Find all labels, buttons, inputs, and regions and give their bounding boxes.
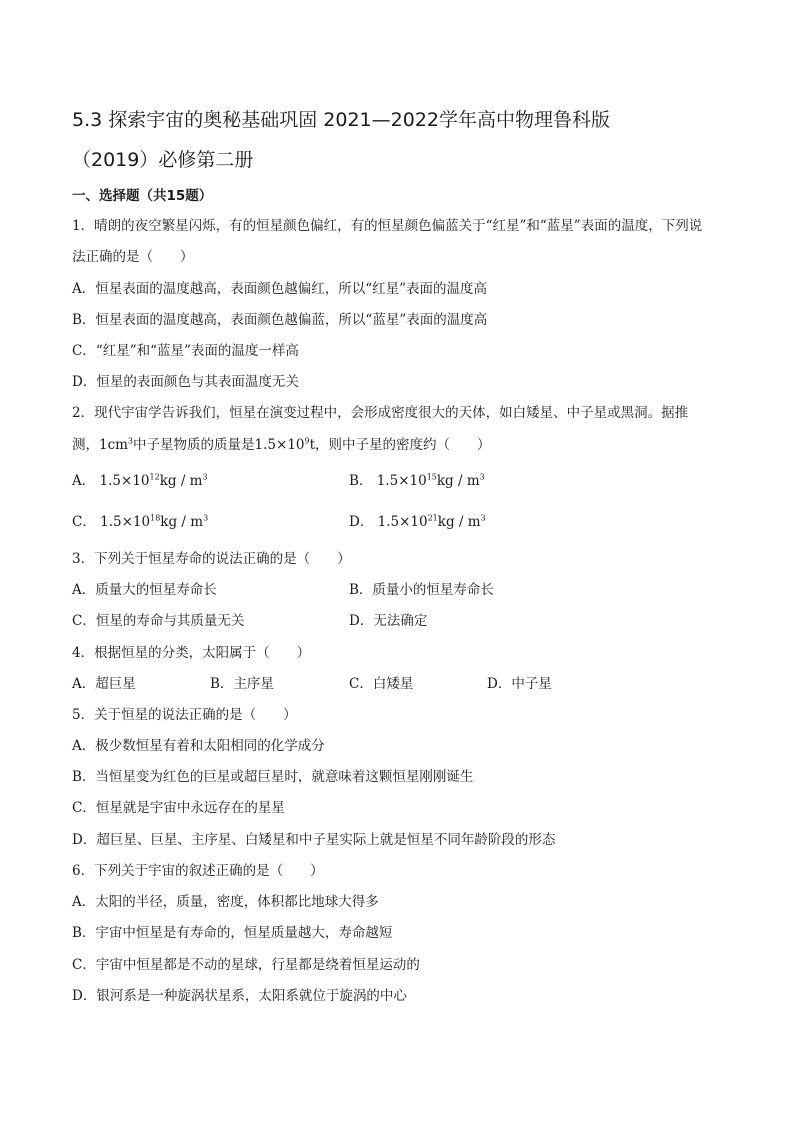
q2-stem-part-2: 中子星物质的质量是1.5×10 <box>133 437 305 453</box>
option-mantissa: 1.5×10 <box>100 514 151 530</box>
q1-stem-line-2: 法正确的是（ ） <box>72 249 194 265</box>
option-unit-exponent: 3 <box>203 513 209 523</box>
q2-option-a <box>72 471 208 491</box>
q5-stem: 5．关于恒星的说法正确的是（ ） <box>72 707 297 723</box>
option-exponent: 21 <box>427 513 438 523</box>
document-title-line-2: （2019）必修第二册 <box>72 149 254 171</box>
option-unit: kg / m <box>437 514 481 530</box>
q5-option-b: B．当恒星变为红色的巨星或超巨星时，就意味着这颗恒星刚刚诞生 <box>72 769 474 785</box>
q3-option-b: B．质量小的恒星寿命长 <box>349 582 494 598</box>
q6-option-a: A．太阳的半径，质量，密度，体积都比地球大得多 <box>72 894 379 910</box>
q4-option-d: D．中子星 <box>487 676 552 692</box>
q1-option-b: B．恒星表面的温度越高，表面颜色越偏蓝，所以“蓝星”表面的温度高 <box>72 312 488 328</box>
q5-option-a: A．极少数恒星有着和太阳相同的化学成分 <box>72 738 325 754</box>
q3-option-a: A．质量大的恒星寿命长 <box>72 582 217 598</box>
option-prefix: A． <box>72 473 96 489</box>
q2-stem-line-2 <box>72 435 732 455</box>
q6-stem: 6．下列关于宇宙的叙述正确的是（ ） <box>72 863 324 879</box>
q1-stem-line-1: 1．晴朗的夜空繁星闪烁，有的恒星颜色偏红，有的恒星颜色偏蓝关于“红星”和“蓝星”表面的温度，下列说 <box>72 218 703 234</box>
q2-stem-sup-2: 9 <box>304 436 310 446</box>
q5-option-d: D．超巨星、巨星、主序星、白矮星和中子星实际上就是恒星不同年龄阶段的形态 <box>72 832 556 848</box>
option-prefix: C． <box>72 514 96 530</box>
q4-stem: 4．根据恒星的分类，太阳属于（ ） <box>72 645 311 661</box>
option-unit: kg / m <box>159 473 203 489</box>
option-unit-exponent: 3 <box>480 513 486 523</box>
option-exponent: 18 <box>150 513 161 523</box>
q4-option-c: C．白矮星 <box>349 676 414 692</box>
q1-option-a: A．恒星表面的温度越高，表面颜色越偏红，所以“红星”表面的温度高 <box>72 281 488 297</box>
q6-option-d: D．银河系是一种旋涡状星系，太阳系就位于旋涡的中心 <box>72 988 407 1004</box>
q6-option-b: B．宇宙中恒星是有寿命的，恒星质量越大，寿命越短 <box>72 925 393 941</box>
option-mantissa: 1.5×10 <box>99 473 150 489</box>
q2-stem-line-1: 2．现代宇宙学告诉我们，恒星在演变过程中，会形成密度很大的天体，如白矮星、中子星或黑洞。据推 <box>72 405 689 421</box>
q1-option-d: D．恒星的表面颜色与其表面温度无关 <box>72 374 299 390</box>
q2-stem-part-1: 测，1cm <box>72 437 128 453</box>
q2-option-b <box>349 471 485 491</box>
q3-option-d: D．无法确定 <box>349 613 428 629</box>
option-prefix: D． <box>349 514 374 530</box>
option-exponent: 15 <box>426 472 437 482</box>
option-unit-exponent: 3 <box>202 472 208 482</box>
option-unit-exponent: 3 <box>479 472 485 482</box>
document-title-line-1: 5.3 探索宇宙的奥秘基础巩固 2021—2022学年高中物理鲁科版 <box>72 109 611 131</box>
option-prefix: B． <box>349 473 373 489</box>
section-heading: 一、选择题（共15题） <box>72 188 213 204</box>
option-mantissa: 1.5×10 <box>376 473 427 489</box>
q2-stem-sup-1: 3 <box>127 436 134 446</box>
option-exponent: 12 <box>149 472 160 482</box>
q4-option-a: A．超巨星 <box>72 676 136 692</box>
q2-option-d <box>349 512 486 532</box>
q2-stem-part-3: t，则中子星的密度约（ ） <box>309 437 491 453</box>
q6-option-c: C．宇宙中恒星都是不动的星球，行星都是绕着恒星运动的 <box>72 957 420 973</box>
option-unit: kg / m <box>436 473 480 489</box>
q3-stem: 3．下列关于恒星寿命的说法正确的是（ ） <box>72 551 351 567</box>
option-unit: kg / m <box>160 514 204 530</box>
q2-option-c <box>72 512 208 532</box>
q5-option-c: C．恒星就是宇宙中永远存在的星星 <box>72 800 285 816</box>
option-mantissa: 1.5×10 <box>377 514 428 530</box>
q1-option-c: C．“红星”和“蓝星”表面的温度一样高 <box>72 343 299 359</box>
q3-option-c: C．恒星的寿命与其质量无关 <box>72 613 245 629</box>
q4-option-b: B．主序星 <box>210 676 274 692</box>
